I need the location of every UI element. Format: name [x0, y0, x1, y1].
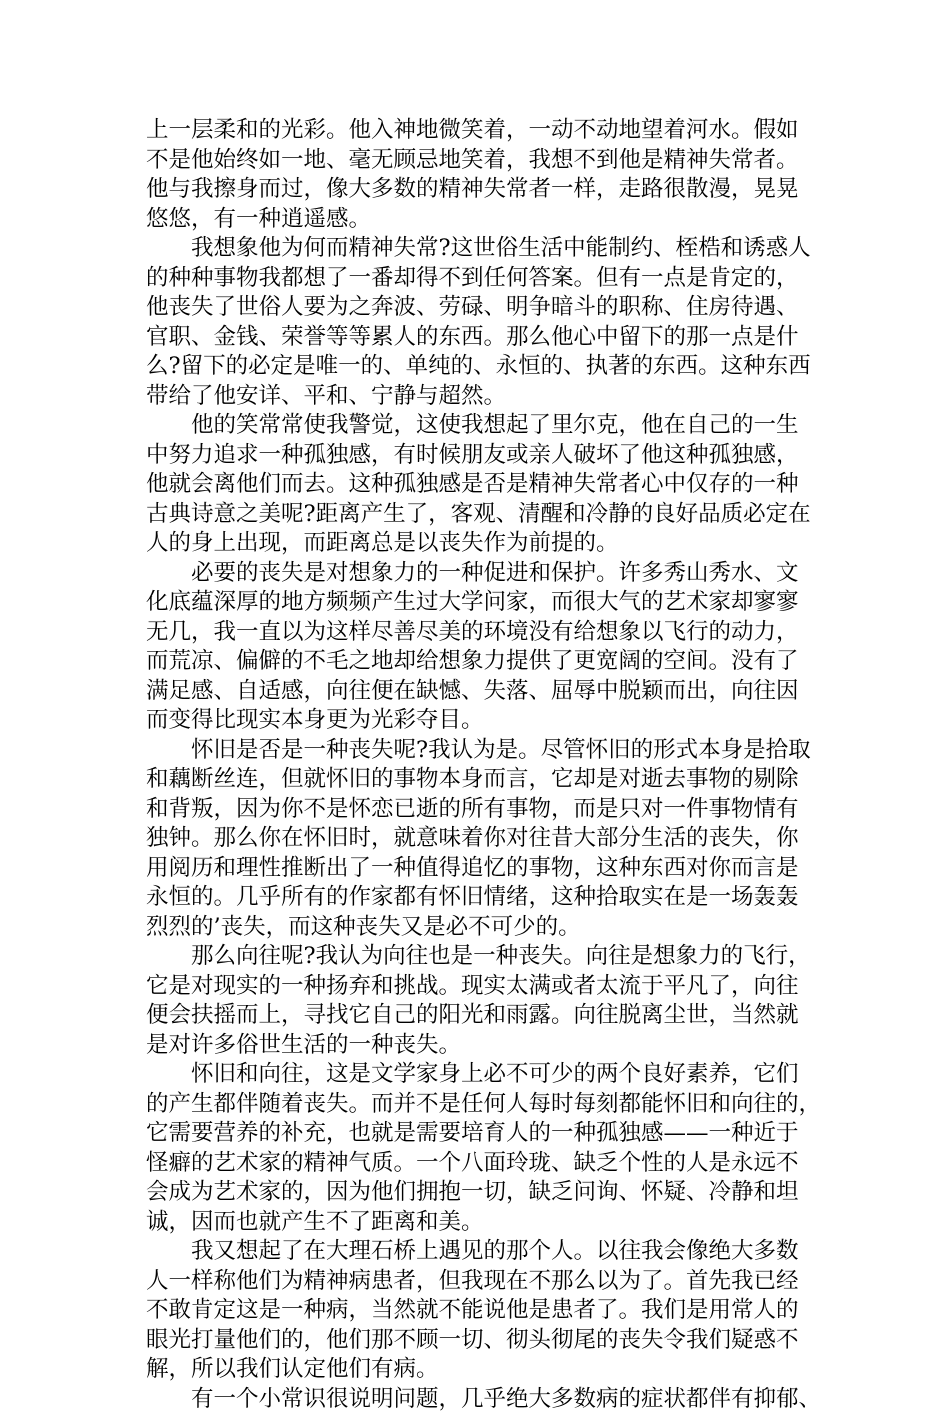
text-line: 解，所以我们认定他们有病。	[146, 1355, 816, 1385]
text-line: 永恒的。几乎所有的作家都有怀旧情绪，这种拾取实在是一场轰轰	[146, 883, 816, 913]
text-line: 怀旧和向往，这是文学家身上必不可少的两个良好素养，它们	[146, 1060, 816, 1090]
text-line: 诚，因而也就产生不了距离和美。	[146, 1208, 816, 1238]
text-line: 独钟。那么你在怀旧时，就意味着你对往昔大部分生活的丧失，你	[146, 824, 816, 854]
text-line: 是对许多俗世生活的一种丧失。	[146, 1031, 816, 1061]
text-line: 化底蕴深厚的地方频频产生过大学问家，而很大气的艺术家却寥寥	[146, 588, 816, 618]
text-line: 便会扶摇而上，寻找它自己的阳光和雨露。向往脱离尘世，当然就	[146, 1001, 816, 1031]
text-line: 我又想起了在大理石桥上遇见的那个人。以往我会像绝大多数	[146, 1237, 816, 1267]
text-line: 和藕断丝连，但就怀旧的事物本身而言，它却是对逝去事物的剔除	[146, 765, 816, 795]
text-line: 他就会离他们而去。这种孤独感是否是精神失常者心中仅存的一种	[146, 470, 816, 500]
text-line: 必要的丧失是对想象力的一种促进和保护。许多秀山秀水、文	[146, 559, 816, 589]
text-line: 用阅历和理性推断出了一种值得追忆的事物，这种东西对你而言是	[146, 854, 816, 884]
text-line: 官职、金钱、荣誉等等累人的东西。那么他心中留下的那一点是什	[146, 323, 816, 353]
text-line: 它需要营养的补充，也就是需要培育人的一种孤独感——一种近于	[146, 1119, 816, 1149]
text-line: 无几，我一直以为这样尽善尽美的环境没有给想象以飞行的动力，	[146, 618, 816, 648]
text-line: 古典诗意之美呢?距离产生了，客观、清醒和冷静的良好品质必定在	[146, 500, 816, 530]
text-line: 烈烈的’丧失，而这种丧失又是必不可少的。	[146, 913, 816, 943]
text-line: 那么向往呢?我认为向往也是一种丧失。向往是想象力的飞行，	[146, 942, 816, 972]
text-line: 怪癖的艺术家的精神气质。一个八面玲珑、缺乏个性的人是永远不	[146, 1149, 816, 1179]
text-line: 中努力追求一种孤独感，有时候朋友或亲人破坏了他这种孤独感，	[146, 441, 816, 471]
text-line: 的种种事物我都想了一番却得不到任何答案。但有一点是肯定的，	[146, 264, 816, 294]
text-line: 他与我擦身而过，像大多数的精神失常者一样，走路很散漫，晃晃	[146, 175, 816, 205]
text-line: 怀旧是否是一种丧失呢?我认为是。尽管怀旧的形式本身是拾取	[146, 736, 816, 766]
text-line: 会成为艺术家的，因为他们拥抱一切，缺乏问询、怀疑、冷静和坦	[146, 1178, 816, 1208]
text-line: 而变得比现实本身更为光彩夺目。	[146, 706, 816, 736]
document-body	[146, 116, 816, 1414]
text-line: 满足感、自适感，向往便在缺憾、失落、屈辱中脱颖而出，向往因	[146, 677, 816, 707]
text-line: 人的身上出现，而距离总是以丧失作为前提的。	[146, 529, 816, 559]
text-line: 不敢肯定这是一种病，当然就不能说他是患者了。我们是用常人的	[146, 1296, 816, 1326]
text-line: 我想象他为何而精神失常?这世俗生活中能制约、桎梏和诱惑人	[146, 234, 816, 264]
text-line: 他的笑常常使我警觉，这使我想起了里尔克，他在自己的一生	[146, 411, 816, 441]
text-line: 而荒凉、偏僻的不毛之地却给想象力提供了更宽阔的空间。没有了	[146, 647, 816, 677]
text-line: 有一个小常识很说明问题，几乎绝大多数病的症状都伴有抑郁、	[146, 1385, 816, 1414]
text-line: 人一样称他们为精神病患者，但我现在不那么以为了。首先我已经	[146, 1267, 816, 1297]
text-line: 它是对现实的一种扬弃和挑战。现实太满或者太流于平凡了，向往	[146, 972, 816, 1002]
text-line: 和背叛，因为你不是怀恋已逝的所有事物，而是只对一件事物情有	[146, 795, 816, 825]
text-line: 么?留下的必定是唯一的、单纯的、永恒的、执著的东西。这种东西	[146, 352, 816, 382]
text-line: 他丧失了世俗人要为之奔波、劳碌、明争暗斗的职称、住房待遇、	[146, 293, 816, 323]
text-line: 带给了他安详、平和、宁静与超然。	[146, 382, 816, 412]
text-line: 不是他始终如一地、毫无顾忌地笑着，我想不到他是精神失常者。	[146, 146, 816, 176]
text-line: 的产生都伴随着丧失。而并不是任何人每时每刻都能怀旧和向往的，	[146, 1090, 816, 1120]
text-line: 眼光打量他们的，他们那不顾一切、彻头彻尾的丧失令我们疑惑不	[146, 1326, 816, 1356]
text-line: 上一层柔和的光彩。他入神地微笑着，一动不动地望着河水。假如	[146, 116, 816, 146]
text-line: 悠悠，有一种逍遥感。	[146, 205, 816, 235]
